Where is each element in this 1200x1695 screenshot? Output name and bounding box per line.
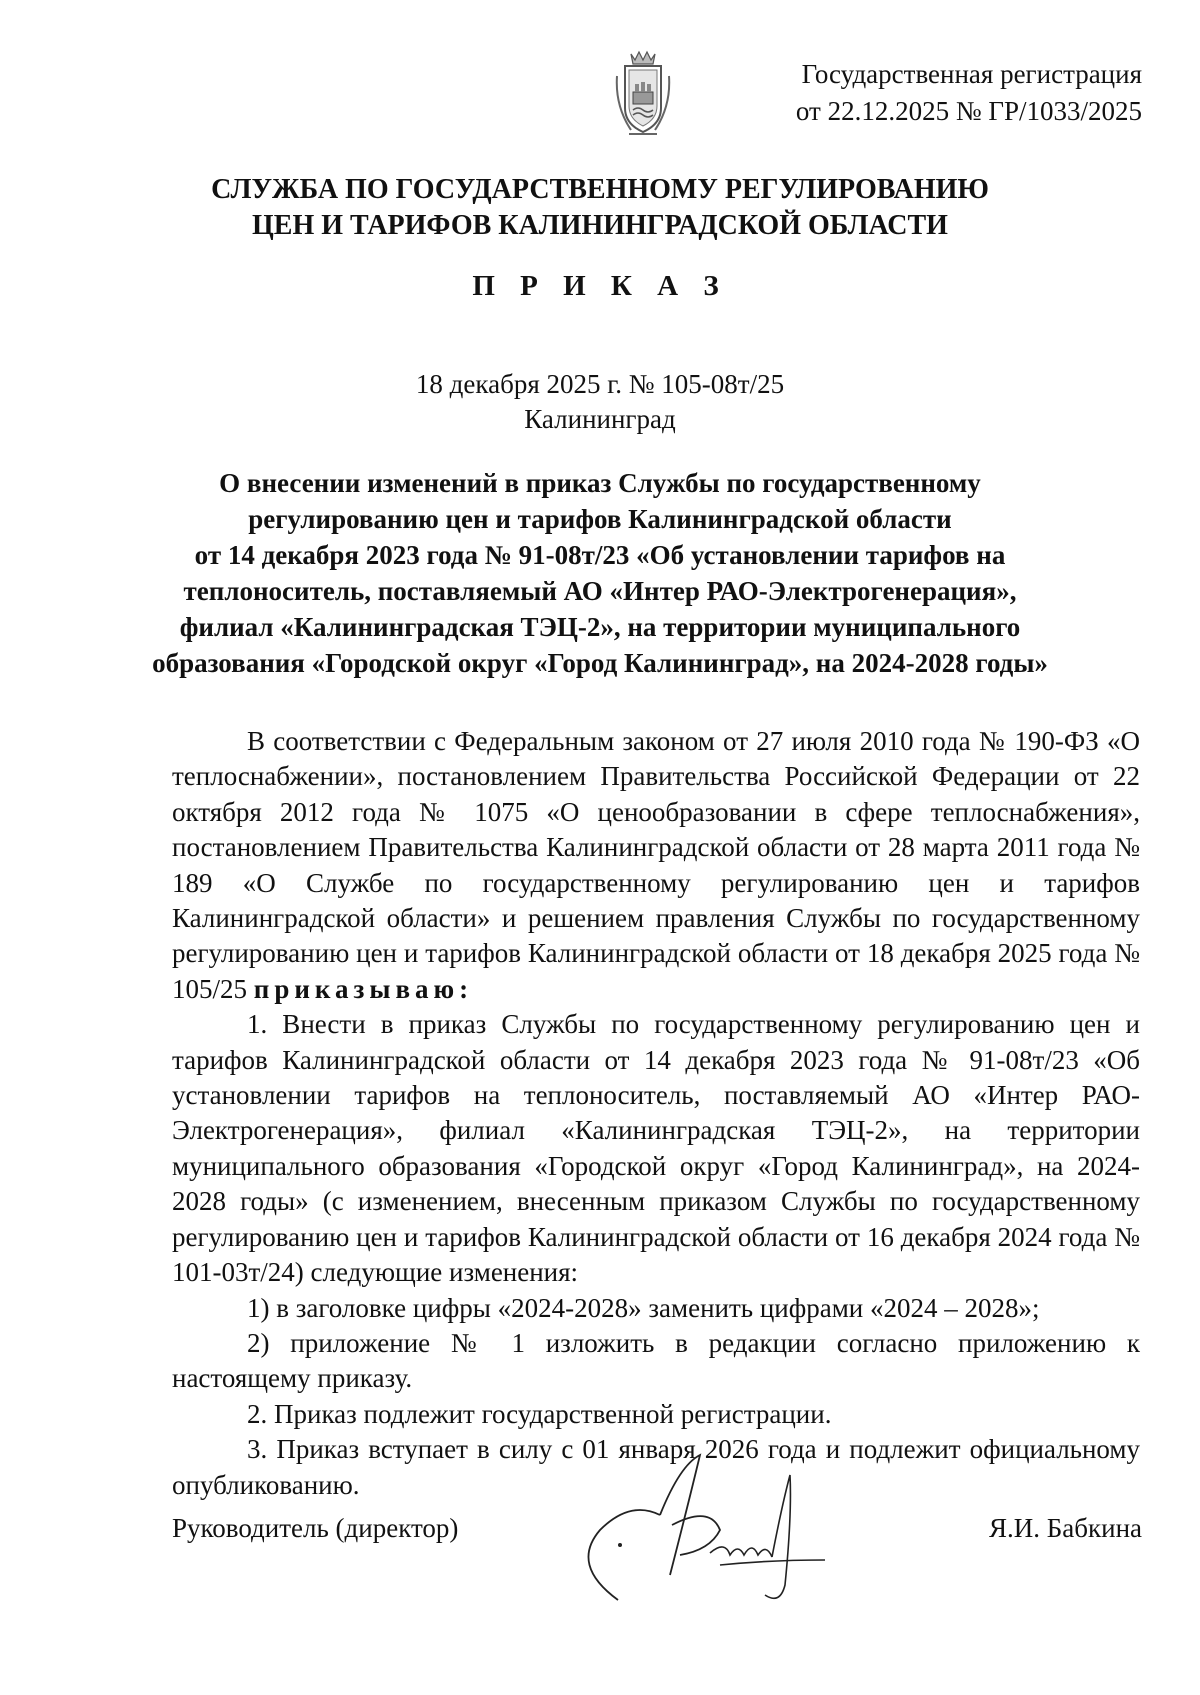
item-1-subitem-2: 2) приложение № 1 изложить в редакции согласно приложению к настоящему приказу. [172,1327,1140,1394]
item-2: 2. Приказ подлежит государственной регистрации. [247,1398,832,1429]
signer-name: Я.И. Бабкина [989,1513,1142,1543]
subject-line: от 14 декабря 2023 года № 91-08т/23 «Об установлении тарифов на [194,540,1006,570]
subject-line: О внесении изменений в приказ Службы по государственному [219,468,981,498]
document-type: П Р И К А З [472,270,728,302]
order-date-number: 18 декабря 2025 г. № 105-08т/25 [415,369,785,399]
preamble-paragraph [172,724,1140,1007]
signer-role: Руководитель (директор) [172,1513,459,1543]
item-1-subitem-1: 1) в заголовке цифры «2024-2028» заменить цифрами «2024 – 2028»; [247,1292,1040,1323]
preamble-text: В соответствии с Федеральным законом от 27 июля 2010 года № 190-ФЗ «О теплоснабжении», постановлением Правительства Российской Федерации от 22 октября 2012 года № 1075 «О ценообразовании в сфере теплоснабжения», постановлением Правительства Калининградской области от 28 марта 2011 года № 189 «О Службе по государственному регулированию цен и тарифов Калининградской области» и решением правления Службы по государственному регулированию цен и тарифов Калининградской области от 18 декабря 2025 года № 105/25 [172,726,1140,1004]
order-keyword: приказываю: [253,973,474,1004]
organization-line-1: СЛУЖБА ПО ГОСУДАРСТВЕННОМУ РЕГУЛИРОВАНИЮ [211,174,989,205]
order-subject [150,465,1050,681]
item-3: 3. Приказ вступает в силу с 01 января 2026 года и подлежит официальному опубликованию. [172,1434,1140,1500]
subject-line: образования «Городской округ «Город Калининград», на 2024-2028 годы» [152,648,1048,678]
order-body [172,724,1140,1503]
order-city: Калининград [524,404,676,434]
subject-line: филиал «Калининградская ТЭЦ-2», на территории муниципального [179,612,1021,642]
organization-title [60,172,1140,244]
item-1: 1. Внести в приказ Службы по государственному регулированию цен и тарифов Калининградской области от 14 декабря 2023 года № 91-08т/23 «Об установлении тарифов на теплоноситель, поставляемый АО «Интер РАО-Электрогенерация», филиал «Калининградская ТЭЦ-2», на территории муниципального образования «Городской округ «Город Калининград», на 2024-2028 годы» (с изменением, внесенным приказом Службы по государственному регулированию цен и тарифов Калининградской области от 16 декабря 2024 года № 101-03т/24) следующие изменения: [172,1009,1140,1288]
coat-of-arms-icon [611,46,675,138]
organization-line-2: ЦЕН И ТАРИФОВ КАЛИНИНГРАДСКОЙ ОБЛАСТИ [252,210,948,241]
registration-label: Государственная регистрация [801,59,1142,89]
handwritten-signature-icon [560,1445,860,1615]
subject-line: регулированию цен и тарифов Калининградской области [248,504,952,534]
registration-stamp [722,56,1142,130]
subject-line: теплоноситель, поставляемый АО «Интер РАО-Электрогенерация», [183,576,1017,606]
registration-number: от 22.12.2025 № ГР/1033/2025 [795,96,1142,126]
